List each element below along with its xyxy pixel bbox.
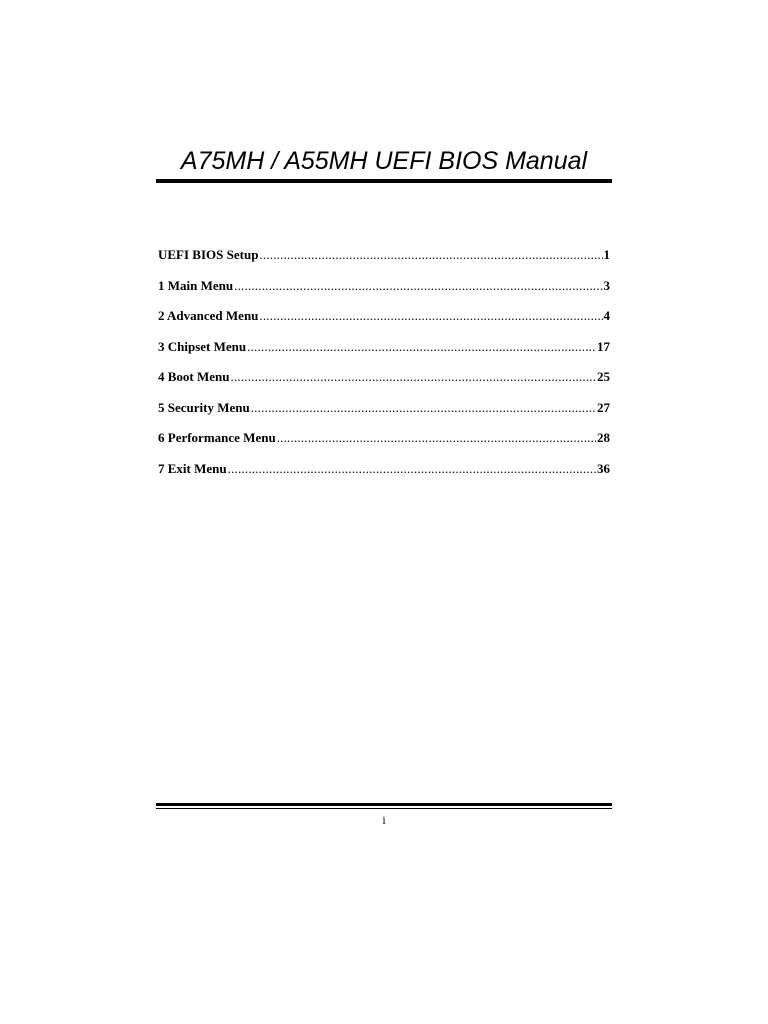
toc-entry-page: 4 <box>603 308 610 323</box>
footer-rule-thick <box>156 803 612 806</box>
toc-entry[interactable] <box>158 454 610 485</box>
toc-dot-leader <box>247 332 596 363</box>
toc-entry[interactable] <box>158 301 610 332</box>
toc-entry-page: 1 <box>603 247 610 262</box>
toc-dot-leader <box>231 362 597 393</box>
toc-entry[interactable] <box>158 271 610 302</box>
toc-entry-page: 25 <box>597 369 610 384</box>
toc-entry-page: 17 <box>597 338 610 354</box>
toc-entry-label: 2 Advanced Menu <box>158 308 259 323</box>
toc-entry-page: 3 <box>603 277 610 293</box>
toc-entry[interactable] <box>158 423 610 454</box>
toc-entry-label: 4 Boot Menu <box>158 369 230 384</box>
toc-dot-leader <box>277 423 596 454</box>
toc-entry-page: 36 <box>597 460 610 476</box>
toc-entry-label: 1 Main Menu <box>158 277 234 293</box>
toc-entry[interactable] <box>158 240 610 271</box>
toc-entry[interactable] <box>158 332 610 363</box>
title-underline <box>156 179 612 183</box>
toc-entry-label: 6 Performance Menu <box>158 430 276 445</box>
toc-entry[interactable] <box>158 362 610 393</box>
toc-entry-label: 3 Chipset Menu <box>158 338 247 354</box>
table-of-contents <box>158 240 610 484</box>
toc-dot-leader <box>234 271 602 302</box>
toc-entry-label: 7 Exit Menu <box>158 460 227 476</box>
footer-rule-thin <box>156 808 612 809</box>
document-title: A75MH / A55MH UEFI BIOS Manual <box>180 147 588 175</box>
toc-entry-label: 5 Security Menu <box>158 399 250 415</box>
toc-entry[interactable] <box>158 393 610 424</box>
toc-dot-leader <box>259 301 602 332</box>
toc-entry-page: 27 <box>597 399 610 415</box>
toc-dot-leader <box>251 393 596 424</box>
toc-dot-leader <box>259 240 602 271</box>
page-number: i <box>382 813 386 827</box>
toc-entry-page: 28 <box>597 430 610 445</box>
toc-dot-leader <box>228 454 596 485</box>
toc-entry-label: UEFI BIOS Setup <box>158 247 259 262</box>
